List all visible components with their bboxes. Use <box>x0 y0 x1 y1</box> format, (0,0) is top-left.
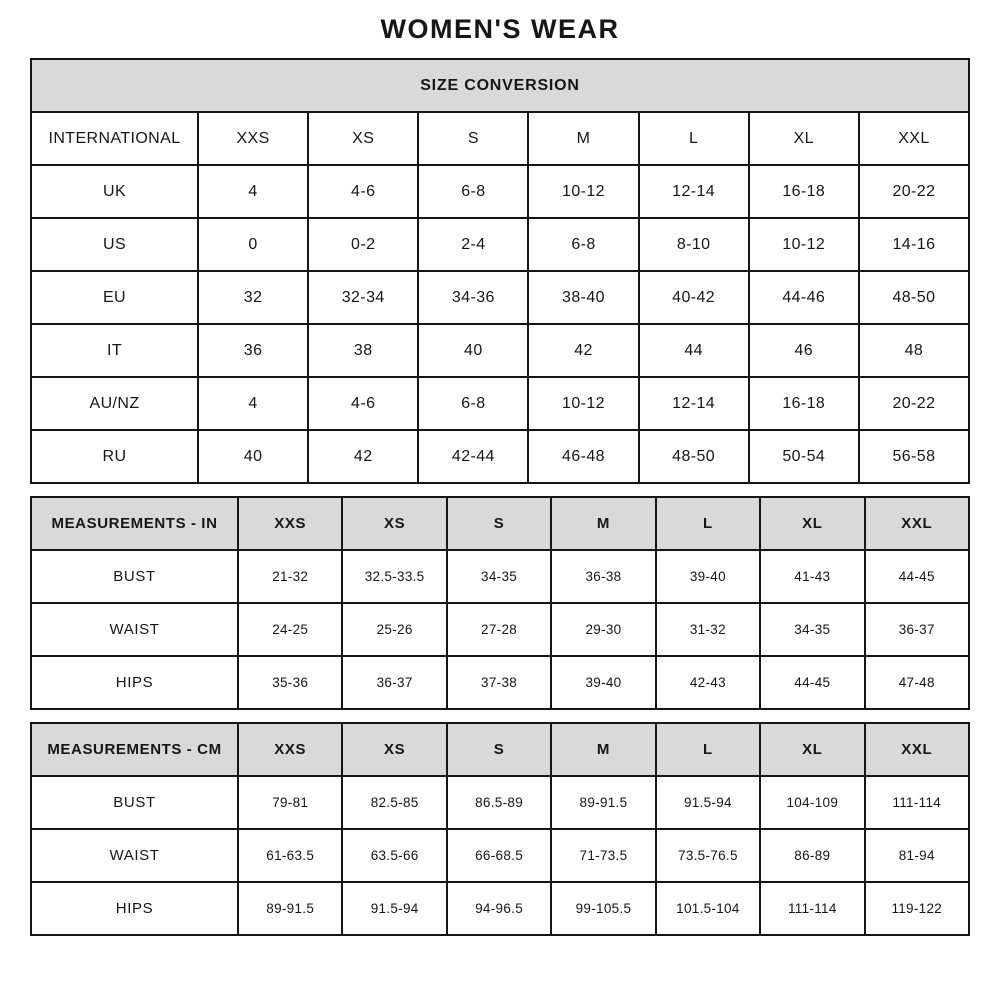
size-cell: 32 <box>198 271 308 324</box>
measure-cell: 31-32 <box>656 603 760 656</box>
size-cell: 48-50 <box>639 430 749 483</box>
table-row-bust-in <box>31 550 969 603</box>
col-header-s: S <box>418 112 528 165</box>
table-row-bust-cm <box>31 776 969 829</box>
measure-cell: 71-73.5 <box>551 829 655 882</box>
measure-cell: 44-45 <box>865 550 969 603</box>
size-cell: 44-46 <box>749 271 859 324</box>
size-cell: 6-8 <box>418 377 528 430</box>
size-cell: 48 <box>859 324 969 377</box>
measure-cell: 36-38 <box>551 550 655 603</box>
measure-cell: 91.5-94 <box>342 882 446 935</box>
measure-cell: 104-109 <box>760 776 864 829</box>
measure-cell: 119-122 <box>865 882 969 935</box>
measure-cell: 39-40 <box>551 656 655 709</box>
measurements-cm-header-row <box>31 723 969 776</box>
table-row-uk <box>31 165 969 218</box>
row-label-aunz: AU/NZ <box>31 377 198 430</box>
size-cell: 38 <box>308 324 418 377</box>
row-label-us: US <box>31 218 198 271</box>
row-label-hips: HIPS <box>31 656 238 709</box>
measure-cell: 101.5-104 <box>656 882 760 935</box>
row-label-waist: WAIST <box>31 829 238 882</box>
measurements-cm-table <box>30 722 970 936</box>
measure-cell: 36-37 <box>865 603 969 656</box>
size-cell: 20-22 <box>859 165 969 218</box>
size-cell: 34-36 <box>418 271 528 324</box>
size-cell: 6-8 <box>528 218 638 271</box>
measure-cell: 34-35 <box>760 603 864 656</box>
size-conversion-banner-row <box>31 59 969 112</box>
measure-cell: 47-48 <box>865 656 969 709</box>
size-cell: 8-10 <box>639 218 749 271</box>
size-cell: 4 <box>198 165 308 218</box>
row-label-bust: BUST <box>31 776 238 829</box>
size-cell: 16-18 <box>749 165 859 218</box>
col-header-xxl: XXL <box>865 723 969 776</box>
size-cell: 4 <box>198 377 308 430</box>
size-cell: 10-12 <box>749 218 859 271</box>
page-title: WOMEN'S WEAR <box>380 14 620 44</box>
size-cell: 20-22 <box>859 377 969 430</box>
measure-cell: 21-32 <box>238 550 342 603</box>
measure-cell: 89-91.5 <box>238 882 342 935</box>
size-cell: 14-16 <box>859 218 969 271</box>
size-cell: 46 <box>749 324 859 377</box>
table-row-us <box>31 218 969 271</box>
measure-cell: 27-28 <box>447 603 551 656</box>
size-cell: 42 <box>308 430 418 483</box>
size-cell: 10-12 <box>528 377 638 430</box>
row-label-it: IT <box>31 324 198 377</box>
size-cell: 56-58 <box>859 430 969 483</box>
table-row-hips-in <box>31 656 969 709</box>
col-header-international: INTERNATIONAL <box>31 112 198 165</box>
size-cell: 42-44 <box>418 430 528 483</box>
size-cell: 12-14 <box>639 377 749 430</box>
table-row-waist-cm <box>31 829 969 882</box>
measure-cell: 35-36 <box>238 656 342 709</box>
size-conversion-banner: SIZE CONVERSION <box>31 59 969 112</box>
table-row-hips-cm <box>31 882 969 935</box>
measure-cell: 42-43 <box>656 656 760 709</box>
table-row-aunz <box>31 377 969 430</box>
col-header-s: S <box>447 497 551 550</box>
measure-cell: 32.5-33.5 <box>342 550 446 603</box>
size-cell: 12-14 <box>639 165 749 218</box>
row-label-eu: EU <box>31 271 198 324</box>
size-cell: 44 <box>639 324 749 377</box>
size-cell: 40-42 <box>639 271 749 324</box>
col-header-xl: XL <box>760 723 864 776</box>
col-header-xxl: XXL <box>865 497 969 550</box>
col-header-m: M <box>528 112 638 165</box>
col-header-l: L <box>656 723 760 776</box>
measure-cell: 86-89 <box>760 829 864 882</box>
measure-cell: 66-68.5 <box>447 829 551 882</box>
size-cell: 16-18 <box>749 377 859 430</box>
row-label-ru: RU <box>31 430 198 483</box>
col-header-m: M <box>551 497 655 550</box>
col-header-xxs: XXS <box>198 112 308 165</box>
size-cell: 0-2 <box>308 218 418 271</box>
measure-cell: 99-105.5 <box>551 882 655 935</box>
measure-cell: 63.5-66 <box>342 829 446 882</box>
measure-cell: 29-30 <box>551 603 655 656</box>
size-cell: 46-48 <box>528 430 638 483</box>
size-conversion-column-header-row <box>31 112 969 165</box>
measure-cell: 81-94 <box>865 829 969 882</box>
measure-cell: 34-35 <box>447 550 551 603</box>
measurements-in-title: MEASUREMENTS - IN <box>31 497 238 550</box>
measure-cell: 61-63.5 <box>238 829 342 882</box>
measure-cell: 79-81 <box>238 776 342 829</box>
measure-cell: 24-25 <box>238 603 342 656</box>
size-cell: 36 <box>198 324 308 377</box>
size-cell: 42 <box>528 324 638 377</box>
row-label-waist: WAIST <box>31 603 238 656</box>
size-cell: 32-34 <box>308 271 418 324</box>
row-label-uk: UK <box>31 165 198 218</box>
col-header-xl: XL <box>749 112 859 165</box>
measure-cell: 111-114 <box>865 776 969 829</box>
measure-cell: 82.5-85 <box>342 776 446 829</box>
measurements-in-header-row <box>31 497 969 550</box>
size-cell: 10-12 <box>528 165 638 218</box>
measure-cell: 37-38 <box>447 656 551 709</box>
size-cell: 4-6 <box>308 377 418 430</box>
measure-cell: 86.5-89 <box>447 776 551 829</box>
size-conversion-table <box>30 58 970 484</box>
table-row-eu <box>31 271 969 324</box>
table-row-ru <box>31 430 969 483</box>
measure-cell: 39-40 <box>656 550 760 603</box>
col-header-xl: XL <box>760 497 864 550</box>
measure-cell: 111-114 <box>760 882 864 935</box>
table-row-it <box>31 324 969 377</box>
col-header-l: L <box>656 497 760 550</box>
size-cell: 40 <box>198 430 308 483</box>
col-header-s: S <box>447 723 551 776</box>
size-cell: 48-50 <box>859 271 969 324</box>
col-header-m: M <box>551 723 655 776</box>
table-row-waist-in <box>31 603 969 656</box>
measure-cell: 41-43 <box>760 550 864 603</box>
col-header-xs: XS <box>308 112 418 165</box>
size-cell: 0 <box>198 218 308 271</box>
col-header-xxs: XXS <box>238 497 342 550</box>
col-header-xs: XS <box>342 723 446 776</box>
measure-cell: 94-96.5 <box>447 882 551 935</box>
size-cell: 40 <box>418 324 528 377</box>
size-cell: 2-4 <box>418 218 528 271</box>
measure-cell: 44-45 <box>760 656 864 709</box>
measure-cell: 36-37 <box>342 656 446 709</box>
measure-cell: 25-26 <box>342 603 446 656</box>
size-cell: 6-8 <box>418 165 528 218</box>
col-header-xxl: XXL <box>859 112 969 165</box>
measurements-cm-title: MEASUREMENTS - CM <box>31 723 238 776</box>
size-cell: 50-54 <box>749 430 859 483</box>
measure-cell: 91.5-94 <box>656 776 760 829</box>
col-header-xs: XS <box>342 497 446 550</box>
col-header-xxs: XXS <box>238 723 342 776</box>
size-cell: 38-40 <box>528 271 638 324</box>
measure-cell: 89-91.5 <box>551 776 655 829</box>
measurements-in-table <box>30 496 970 710</box>
row-label-hips: HIPS <box>31 882 238 935</box>
row-label-bust: BUST <box>31 550 238 603</box>
size-cell: 4-6 <box>308 165 418 218</box>
measure-cell: 73.5-76.5 <box>656 829 760 882</box>
col-header-l: L <box>639 112 749 165</box>
